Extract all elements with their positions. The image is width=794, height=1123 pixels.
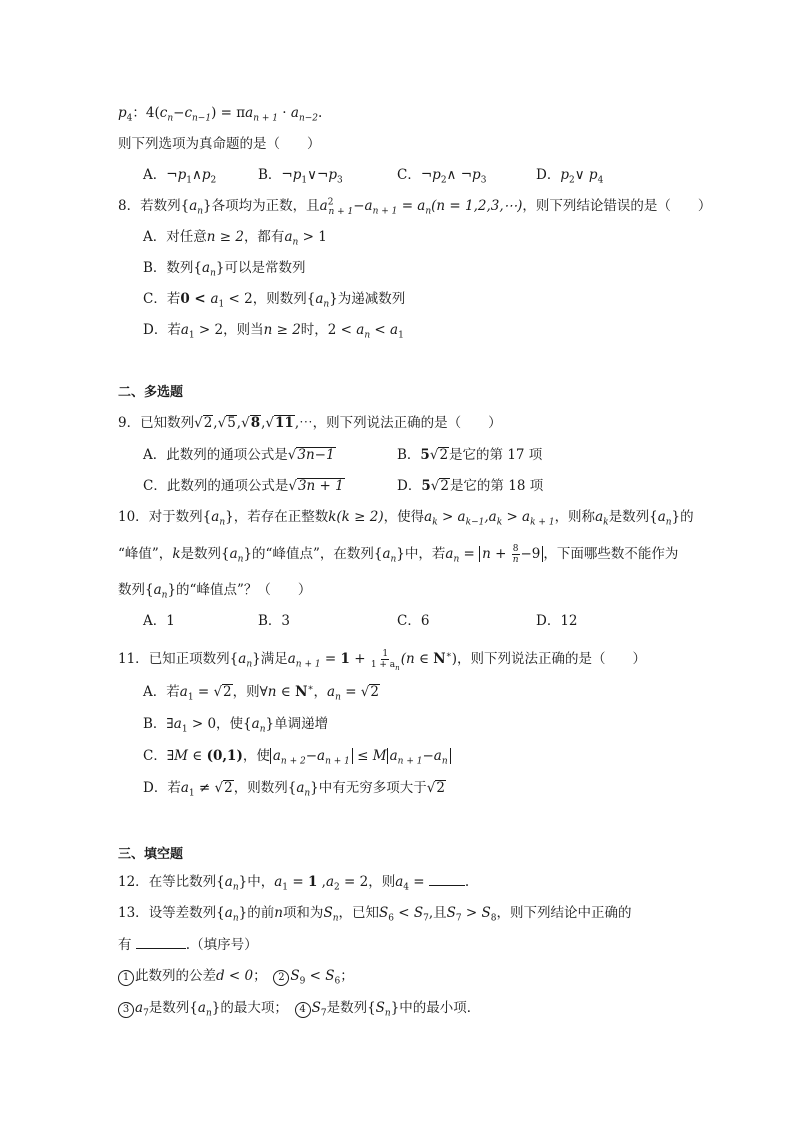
q12-stem: 12．在等比数列$\{a_n\}$中，$a_1 = 1$ $,a_2 = 2$，则$a_4$ = . <box>118 874 470 893</box>
q11-option-b: B．$\exists a_1 > 0$，使$\{a_n\}$单调递增 <box>143 716 329 735</box>
q10-stem-line2: “峰值”，k是数列$\{a_n\}$的“峰值点”，在数列$\{a_n\}$中，若$a_n = n$ + $\frac{8}{n}$ −9 ，下面哪些数不能作为 <box>118 544 679 565</box>
q10-stem-line3: 数列$\{a_n\}$的“峰值点”？（ ） <box>118 582 312 601</box>
q9-option-a: A．此数列的通项公式是√3n−1 <box>143 447 335 463</box>
section-heading-fill-in: 三、填空题 <box>118 847 184 862</box>
q11-option-a: A．若$a_1 = √2$，则∀n ∈ N∗，$a_n = √2$ <box>143 683 379 703</box>
section-heading-multiple-choice: 二、多选题 <box>118 385 184 400</box>
q12-answer-blank[interactable] <box>429 873 465 886</box>
q11-stem: 11．已知正项数列$\{a_n\}$满足$a_{n + 1} = 1$ + $\frac{1}{1 + a_n}$ (n ∈ N∗)，则下列说法正确的是（ ） <box>118 649 646 672</box>
q13-stem-line1: 13．设等差数列$\{a_n\}$的前n项和为$S_n$，已知$S_6 < S_7$,且$S_7 > S_8$，则下列结论中正确的 <box>118 905 632 924</box>
q13-stem-line2: 有 .（填序号） <box>118 937 258 953</box>
q11-option-c: C．∃M ∈ (0,1)，使 $a_{n + 2}-a_{n + 1} \le M$ $a_{n + 1}-a_n$ <box>143 747 451 765</box>
q10-option-d: D．12 <box>536 613 578 629</box>
q8-option-c: C．若$0 < a_1 < 2$，则数列$\{a_n\}$为递减数列 <box>143 291 406 310</box>
q8-option-a: A．对任意n ≥ 2，都有$a_n > 1$ <box>143 229 327 248</box>
statement-p4: $p_4$：$4(c_n-c_{n-1}) = \pi a_{n + 1} \cdot a_{n-2}$. <box>118 105 323 124</box>
q13-options-line2: 3 $a_7$是数列$\{a_n\}$的最大项； 4 $S_7$是数列$\{S_n\}$中的最小项． <box>118 999 480 1018</box>
q13-options-line1: 1 此数列的公差d < 0； 2 $S_9 < S_6$； <box>118 967 354 986</box>
q8-option-b: B．数列$\{a_n\}$可以是常数列 <box>143 260 306 279</box>
q7-option-c: C．$\neg p_2\wedge$ $\neg p_3$ <box>397 167 487 186</box>
q10-option-a: A．1 <box>143 613 175 629</box>
q10-option-c: C．6 <box>397 613 430 629</box>
q9-stem: 9．已知数列√2,√5,√8,√11,⋯，则下列说法正确的是（ ） <box>118 415 502 431</box>
q11-option-d: D．若$a_1 \ne √2$，则数列$\{a_n\}$中有无穷多项大于√2 <box>143 780 445 799</box>
q7-prompt: 则下列选项为真命题的是（ ） <box>118 136 321 152</box>
q10-stem-line1: 10．对于数列$\{a_n\}$，若存在正整数k(k ≥ 2)，使得$a_k > a_{k-1},a_k > a_{k + 1}$，则称$a_k$是数列$\{a_n\}$的 <box>118 509 694 528</box>
q9-option-c: C．此数列的通项公式是√3n + 1 <box>143 478 344 494</box>
q10-option-b: B．3 <box>258 613 291 629</box>
q13-answer-blank[interactable] <box>136 936 186 949</box>
q8-option-d: D．若$a_1 > 2$，则当n ≥ 2时，$2 < a_n < a_1$ <box>143 322 404 341</box>
q7-option-d: D．$p_2\vee$ $p_4$ <box>536 167 604 186</box>
q7-option-b: B．$\neg p_1\vee\neg p_3$ <box>258 167 343 186</box>
q9-option-d: D．5√2是它的第 18 项 <box>397 478 544 494</box>
q8-stem: 8．若数列$\{a_n\}$各项均为正数，且$a^2_{n + 1}-a_{n + 1} = a_n(n$ = 1,2,3,⋯)，则下列结论错误的是（ ） <box>118 197 712 217</box>
q7-option-a: A．$\neg p_1\wedge p_2$ <box>143 167 217 186</box>
q9-option-b: B．5√2是它的第 17 项 <box>397 447 543 463</box>
